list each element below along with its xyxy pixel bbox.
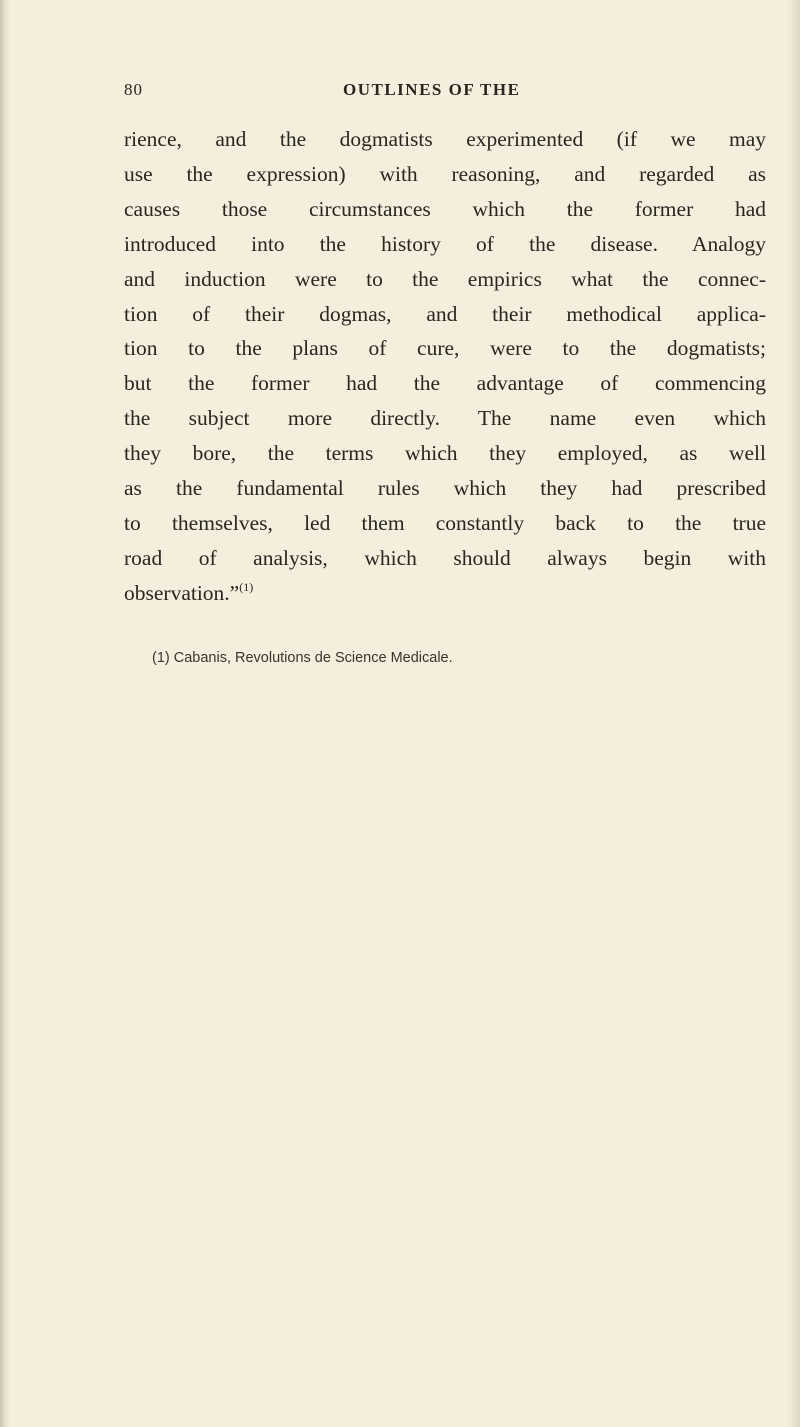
text-line-content: observation.” [124, 580, 240, 605]
text-line-last [124, 576, 766, 614]
text-line: use the expression) with reasoning, and regarded as [124, 161, 766, 186]
body-paragraph [124, 122, 766, 614]
text-line: as the fundamental rules which they had prescribed [124, 476, 766, 501]
running-head: OUTLINES OF THE [343, 80, 521, 99]
page-edge-left [0, 0, 10, 1427]
text-line: the subject more directly. The name even which [124, 406, 766, 431]
text-line: road of analysis, which should always begin with [124, 545, 766, 570]
text-line: causes those circumstances which the former had [124, 196, 766, 221]
page-number: 80 [124, 80, 143, 99]
page-edge-right [786, 0, 800, 1427]
text-line: they bore, the terms which they employed, as well [124, 441, 766, 466]
text-line: tion of their dogmas, and their methodical applica- [124, 301, 766, 326]
page-header [124, 80, 764, 102]
footnote: (1) Cabanis, Revolutions de Science Medicale. [152, 650, 453, 666]
text-line: and induction were to the empirics what the connec- [124, 266, 766, 291]
text-line: to themselves, led them constantly back to the true [124, 510, 766, 535]
text-line: tion to the plans of cure, were to the dogmatists; [124, 336, 766, 361]
text-line: rience, and the dogmatists experimented (if we may [124, 127, 766, 151]
footnote-reference: (1) [239, 579, 254, 594]
text-line: introduced into the history of the disease. Analogy [124, 231, 766, 256]
text-line: but the former had the advantage of commencing [124, 371, 766, 396]
